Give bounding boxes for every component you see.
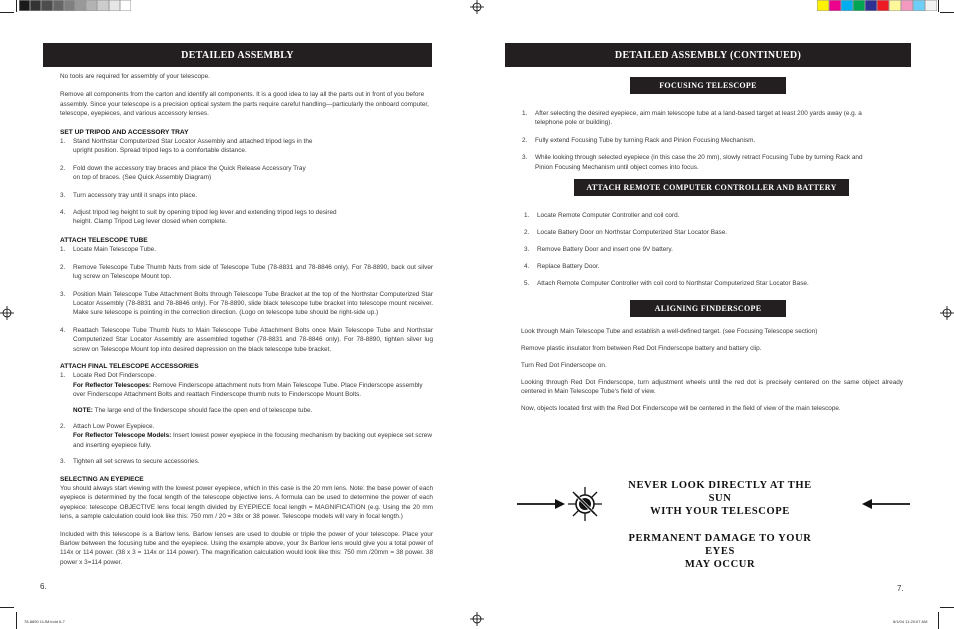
arrow-left-icon: [862, 498, 910, 510]
list-item: 4. Adjust tripod leg height to suit by opening tripod leg lever and extending tripod legs to desired height. Clamp Tripod Leg lever closed when complete.: [60, 209, 337, 226]
list-item: 2. Attach Low Power Eyepiece. For Reflector Telescope Models: Insert lowest power eyepiece in the focusing mechanism by backing out eyepiece set screw and inserting eyepiece fully.: [60, 422, 432, 449]
calibration-swatch: [41, 0, 52, 11]
crop-mark: [0, 607, 14, 608]
crop-mark: [940, 607, 954, 608]
aligning-paragraphs: [521, 327, 903, 413]
calibration-swatch: [829, 0, 841, 11]
calibration-swatch: [817, 0, 829, 11]
list-item: 1. Locate Main Telescope Tube.: [60, 246, 157, 254]
calibration-swatch: [64, 0, 75, 11]
registration-mark-icon: [0, 306, 14, 320]
list-item: 2. Fully extend Focusing Tube by turning Rack and Pinion Focusing Mechanism.: [522, 136, 756, 144]
attach-tube-heading: ATTACH TELESCOPE TUBE: [60, 236, 148, 244]
list-item: 5. Attach Remote Computer Controller with coil cord to Northstar Computerized Star Locator Base.: [524, 279, 809, 287]
calibration-swatch: [889, 0, 901, 11]
calibration-swatch: [913, 0, 925, 11]
calibration-swatch: [120, 0, 131, 11]
eyepiece-heading: SELECTING AN EYEPIECE: [60, 475, 144, 483]
list-item: 1. Locate Remote Computer Controller and coil cord.: [524, 212, 680, 219]
aligning-paragraph: Turn Red Dot Finderscope on.: [521, 361, 607, 369]
left-page-body: [60, 72, 433, 567]
page-number-left: 6.: [40, 582, 47, 591]
list-item: 3. While looking through selected eyepiece (in this case the 20 mm), slowly retract Focusing Tube by turning Rack and Pinion Focusing Mechanism until object comes into focus.: [522, 154, 863, 171]
calibration-swatch: [97, 0, 108, 11]
arrow-right-icon: [517, 498, 565, 510]
list-item: 4. Reattach Telescope Tube Thumb Nuts to Main Telescope Tube Attachment Bolts once Main Telescope Tube and Northstar Computerized Star Locator Assembly are assembled together (78-8831 and 78-8846 only). For 78-8890, tighten silver lug screw on Telescope Mount top into desired depression on the black telescope tube bracket.: [60, 326, 433, 353]
remote-controller-header: ATTACH REMOTE COMPUTER CONTROLLER AND BATTERY: [574, 179, 849, 196]
right-page-header: DETAILED ASSEMBLY (CONTINUED): [505, 43, 911, 67]
calibration-swatch: [853, 0, 865, 11]
crop-mark: [940, 12, 954, 13]
registration-mark-icon: [470, 612, 484, 626]
list-item: 2. Remove Telescope Tube Thumb Nuts from side of Telescope Tube (78-8831 and 78-8846 only). For 78-8890, back out silver lug screw on Telescope Mount top.: [60, 263, 433, 281]
calibration-swatch: [19, 0, 30, 11]
eyepiece-paragraph: You should always start viewing with the lowest power eyepiece, which in this case is the 20 mm lens. Note: the base power of each eyepiece is determined by the focal length of the telescope objective lens. A formula can be used to determine the power of each eyepiece: telescope OBJECTIVE lens focal length divided by EYEPIECE focal length = MAGNIFICATION (e.g. Using the 20 mm lens, a sample calculation could look like this: 750 mm / 20 = 38x or 38 power. Telescope models will vary in focal length.): [60, 485, 433, 521]
aligning-paragraph: Looking through Red Dot Finderscope, turn adjustment wheels until the red dot is precisely centered on the same object already centered in Main Telescope Tube's field of view.: [521, 378, 903, 396]
list-item: 3. Tighten all set screws to secure accessories.: [60, 458, 200, 466]
list-item: 2. Locate Battery Door on Northstar Computerized Star Locator Base.: [524, 228, 728, 236]
eyepiece-paragraph: Included with this telescope is a Barlow lens. Barlow lenses are used to double or triple the power of your telescope. Place your Barlow between the focusing tube and the eyepiece. Using the example above, your 3x Barlow lens would give you a total power of 114x or 114 power. (38 x 3 = 114x or 114 power). The magnification calculation would look like this: 750 mm /20mm = 38 power. 38 power x 3=114 power.: [60, 530, 433, 566]
calibration-swatch: [901, 0, 913, 11]
page-number-right: 7.: [897, 584, 904, 593]
left-page-header: DETAILED ASSEMBLY: [43, 43, 432, 67]
aligning-paragraph: Look through Main Telescope Tube and establish a well-defined target. (see Focusing Telescope section): [521, 328, 818, 335]
focusing-telescope-header: FOCUSING TELESCOPE: [630, 77, 786, 94]
crop-mark: [16, 0, 17, 12]
crop-mark: [938, 612, 939, 629]
list-item: 1. After selecting the desired eyepiece, aim main telescope tube at a land-based target at least 200 yards away (e.g. a telephone pole or building).: [522, 110, 862, 127]
remote-steps: [524, 211, 884, 288]
file-slug: 78-8890 11JM.indd 6-7: [24, 619, 65, 624]
list-item: 3. Turn accessory tray until it snaps into place.: [60, 191, 198, 199]
calibration-swatch: [925, 0, 937, 11]
calibration-swatch: [877, 0, 889, 11]
calibration-swatch: [75, 0, 86, 11]
calibration-swatch: [841, 0, 853, 11]
calibration-swatch: [865, 0, 877, 11]
list-item: 3. Position Main Telescope Tube Attachment Bolts through Telescope Tube Bracket at the top of the Northstar Computerized Star Locator Assembly (78-8831 and 78-8846 only). For 78-8890, slide black telescope tube bracket into telescope mount receiver. Make sure telescope is pointing in the correction direction. (Logo on telescope tube should be right-side up.): [60, 290, 433, 317]
list-item: 2. Fold down the accessory tray braces and place the Quick Release Accessory Tray on top of braces. (See Quick Assembly Diagram): [60, 164, 306, 182]
no-sun-warning-icon: [567, 486, 603, 522]
list-item: 1. Locate Red Dot Finderscope. For Reflector Telescopes: Remove Finderscope attachment nuts from Main Telescope Tube. Place Finderscope assembly over Finderscope Attachment Bolts and reattach Finderscope thumb nuts to Finderscope Mount Bolts. NOTE: The large end of the finderscope should face the open end of telescope tube.: [60, 372, 423, 414]
intro-paragraph: Remove all components from the carton and identify all components. It is a good idea to lay all the parts out in front of you before assembly. Since your telescope is a precision optical system the parts require careful handling—particularly the onboard computer, telescope, eyepieces, and various accessory lenses.: [60, 91, 429, 118]
registration-mark-icon: [940, 306, 954, 320]
aligning-finderscope-header: ALIGNING FINDERSCOPE: [630, 300, 786, 317]
sun-warning-text: NEVER LOOK DIRECTLY AT THE SUN WITH YOUR TELESCOPE PERMANENT DAMAGE TO YOUR EYES MAY OCCUR: [628, 480, 812, 570]
calibration-swatch: [86, 0, 97, 11]
gray-calibration-strip: [19, 0, 131, 11]
crop-mark: [938, 0, 939, 12]
tripod-heading: SET UP TRIPOD AND ACCESSORY TRAY: [60, 128, 189, 136]
aligning-paragraph: Remove plastic insulator from between Red Dot Finderscope battery and battery clip.: [521, 344, 762, 352]
calibration-swatch: [109, 0, 120, 11]
crop-mark: [0, 12, 14, 13]
list-item: 1. Stand Northstar Computerized Star Locator Assembly and attached tripod legs in the upright position. Spread tripod legs to a comfortable distance.: [60, 138, 313, 155]
final-accessories-heading: ATTACH FINAL TELESCOPE ACCESSORIES: [60, 362, 199, 370]
color-calibration-strip: [817, 0, 937, 11]
crop-mark: [16, 612, 17, 629]
aligning-paragraph: Now, objects located first with the Red Dot Finderscope will be centered in the field of view of the main telescope.: [521, 405, 841, 413]
calibration-swatch: [30, 0, 41, 11]
intro-paragraph: No tools are required for assembly of your telescope.: [60, 73, 210, 80]
list-item: 4. Replace Battery Door.: [524, 262, 600, 270]
list-item: 3. Remove Battery Door and insert one 9V battery.: [524, 245, 673, 253]
registration-mark-icon: [470, 0, 484, 14]
focusing-steps: [522, 109, 880, 172]
calibration-swatch: [53, 0, 64, 11]
print-timestamp: 8/1/04 11:20:07 AM: [893, 619, 928, 624]
